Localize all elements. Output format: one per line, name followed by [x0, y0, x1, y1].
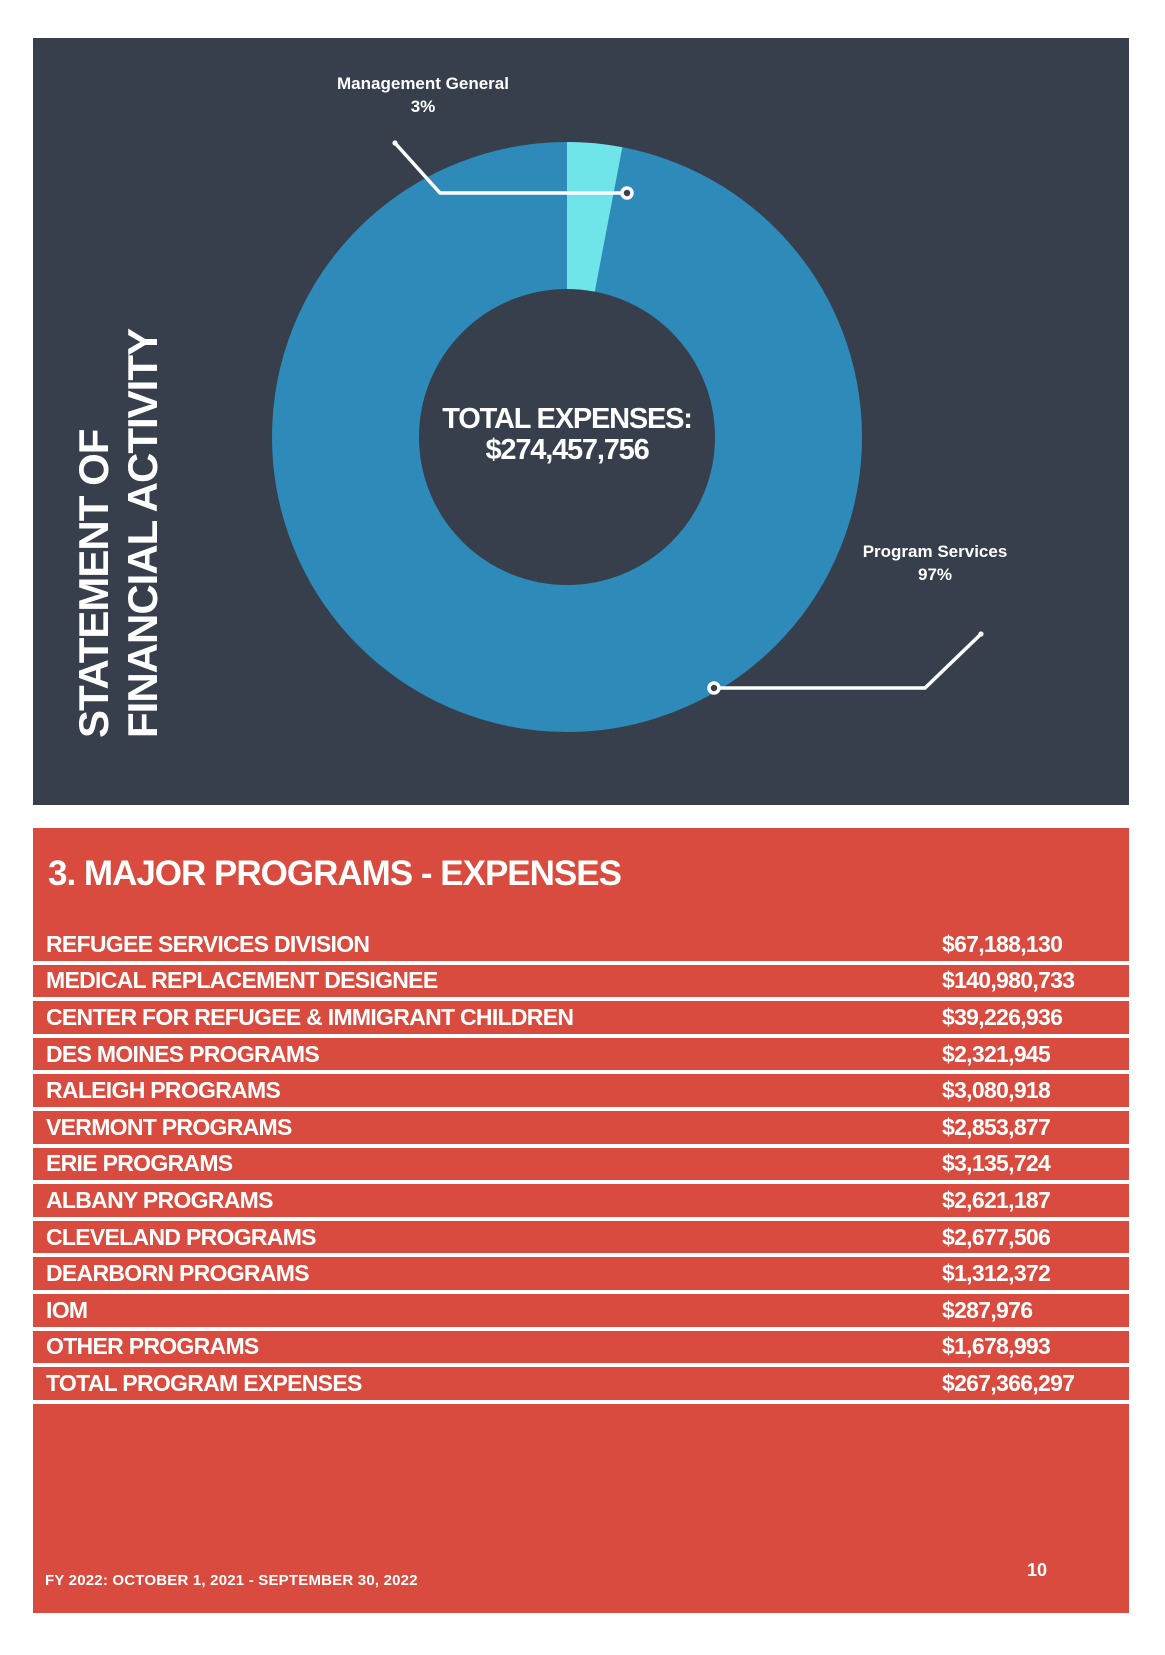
program-label: VERMONT PROGRAMS	[46, 1113, 292, 1140]
table-row	[33, 1148, 1129, 1185]
fiscal-year-note: FY 2022: OCTOBER 1, 2021 - SEPTEMBER 30, 2022	[45, 1572, 418, 1589]
program-amount: $2,621,187	[942, 1186, 1051, 1213]
program-amount: $2,677,506	[942, 1223, 1051, 1250]
program-amount: $1,678,993	[942, 1333, 1051, 1360]
program-label: IOM	[46, 1296, 88, 1323]
label-management-general-text: Management General	[337, 74, 509, 93]
expenses-panel	[33, 828, 1129, 1613]
program-label: DES MOINES PROGRAMS	[46, 1040, 319, 1067]
program-amount: $1,312,372	[942, 1260, 1051, 1287]
program-amount: $267,366,297	[942, 1369, 1075, 1396]
table-row	[33, 965, 1129, 1002]
statement-panel	[33, 38, 1129, 805]
statement-title-line1: STATEMENT OF	[70, 429, 117, 738]
program-label: ERIE PROGRAMS	[46, 1150, 233, 1177]
program-label: CLEVELAND PROGRAMS	[46, 1223, 316, 1250]
program-amount: $287,976	[942, 1296, 1033, 1323]
program-amount: $2,321,945	[942, 1040, 1051, 1067]
label-management-general	[337, 72, 509, 118]
program-label: MEDICAL REPLACEMENT DESIGNEE	[46, 967, 438, 994]
label-program-services-pct: 97%	[917, 565, 953, 584]
program-amount: $39,226,936	[942, 1003, 1063, 1030]
program-label: OTHER PROGRAMS	[46, 1333, 259, 1360]
table-row	[33, 1111, 1129, 1148]
statement-vertical-title	[69, 329, 167, 738]
expenses-table	[33, 928, 1129, 1404]
label-management-general-pct: 3%	[410, 97, 436, 116]
program-label: REFUGEE SERVICES DIVISION	[46, 930, 370, 957]
page-number: 10	[1026, 1560, 1047, 1580]
table-row	[33, 1367, 1129, 1404]
program-amount: $67,188,130	[942, 930, 1063, 957]
program-amount: $2,853,877	[942, 1113, 1051, 1140]
table-row	[33, 1001, 1129, 1038]
total-expenses-label: TOTAL EXPENSES:	[442, 403, 692, 435]
program-amount: $3,135,724	[942, 1150, 1051, 1177]
donut-center-total	[442, 404, 692, 466]
table-row	[33, 928, 1129, 965]
statement-title-line2: FINANCIAL ACTIVITY	[119, 329, 166, 738]
label-program-services-text: Program Services	[862, 542, 1008, 561]
table-row	[33, 1221, 1129, 1258]
table-row	[33, 1331, 1129, 1368]
table-row	[33, 1074, 1129, 1111]
table-row	[33, 1184, 1129, 1221]
table-row	[33, 1294, 1129, 1331]
label-program-services	[863, 540, 1008, 586]
program-label: TOTAL PROGRAM EXPENSES	[46, 1369, 362, 1396]
table-row	[33, 1257, 1129, 1294]
program-amount: $3,080,918	[942, 1077, 1051, 1104]
program-label: CENTER FOR REFUGEE & IMMIGRANT CHILDREN	[46, 1003, 574, 1030]
total-expenses-value: $274,457,756	[485, 434, 649, 466]
program-amount: $140,980,733	[942, 967, 1075, 994]
table-row	[33, 1038, 1129, 1075]
program-label: DEARBORN PROGRAMS	[46, 1260, 309, 1287]
expenses-section-title: 3. MAJOR PROGRAMS - EXPENSES	[48, 854, 621, 893]
program-label: RALEIGH PROGRAMS	[46, 1077, 281, 1104]
program-label: ALBANY PROGRAMS	[46, 1186, 273, 1213]
